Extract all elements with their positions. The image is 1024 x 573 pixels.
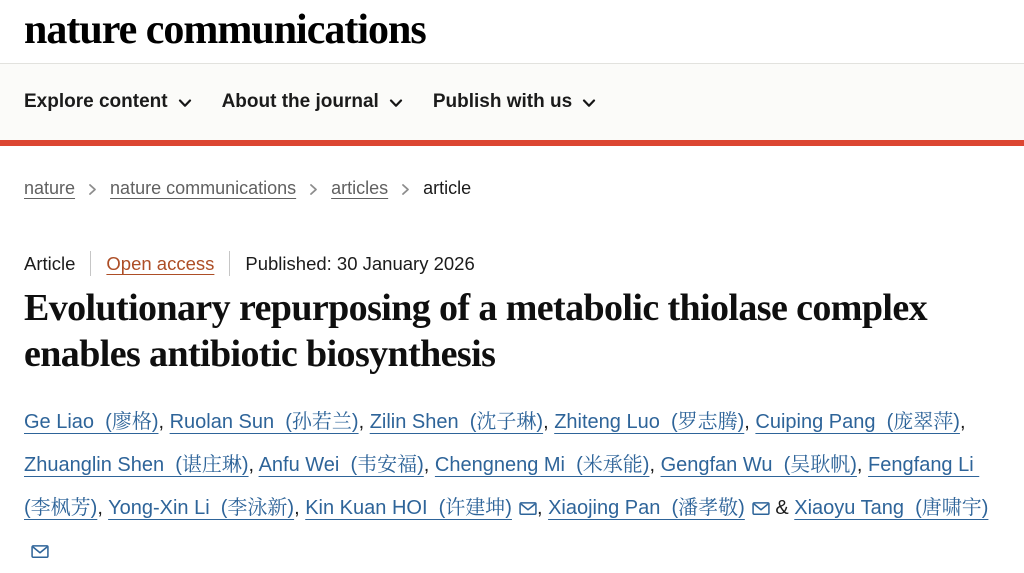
author-link-chengneng-mi[interactable]: Chengneng Mi (米承能) [434,453,650,476]
article-meta [24,251,1000,276]
author-separator: & [769,496,795,519]
breadcrumb-nature[interactable]: nature [24,178,76,198]
email-icon[interactable] [519,501,537,516]
author-separator: , [248,453,259,476]
meta-divider [229,251,230,276]
site-header [0,0,1024,63]
email-icon[interactable] [752,501,770,516]
chevron-right-icon [309,183,318,196]
author-link-anfu-wei[interactable]: Anfu Wei (韦安福) [258,453,424,476]
email-icon-holder[interactable] [745,497,770,519]
nav-item-about-the-journal[interactable] [222,91,403,113]
author-link-yong-xin-li[interactable]: Yong-Xin Li (李泳新) [108,496,295,519]
author-separator: , [294,496,306,519]
nav-item-label: About the journal [221,91,379,112]
author-link-fengfang-li[interactable]: Fengfang Li (李枫芳) [24,453,980,519]
author-link-xiaojing-pan[interactable]: Xiaojing Pan (潘孝敬) [548,496,745,519]
nav-item-publish-with-us[interactable] [433,91,596,113]
author-link-zhuanglin-shen[interactable]: Zhuanglin Shen (谌庄琳) [24,453,249,476]
breadcrumb-article: article [423,178,472,198]
author-link-kin-kuan-hoi[interactable]: Kin Kuan HOI (许建坤) [305,496,512,519]
main-nav [0,63,1024,140]
article-type-label: Article [24,252,76,274]
open-access-link[interactable]: Open access [106,252,215,274]
author-link-gengfan-wu[interactable]: Gengfan Wu (吴耿帆) [660,453,857,476]
chevron-down-icon [178,99,192,108]
chevron-down-icon [389,99,403,108]
author-separator: , [856,453,869,476]
author-separator: , [158,410,170,433]
author-link-cuiping-pang[interactable]: Cuiping Pang (庞翠萍) [755,410,960,433]
author-separator: , [744,410,756,433]
email-icon-holder[interactable] [24,540,49,562]
breadcrumb [24,176,1000,201]
journal-logo[interactable]: nature communications [24,7,426,53]
nav-item-label: Publish with us [432,91,573,112]
nav-item-label: Explore content [24,91,168,112]
author-link-zhiteng-luo[interactable]: Zhiteng Luo (罗志腾) [554,410,745,433]
author-separator: , [423,453,435,476]
chevron-down-icon [582,99,596,108]
author-separator: , [959,410,966,433]
author-link-ge-liao[interactable]: Ge Liao (廖格) [24,410,159,433]
author-separator: , [97,496,109,519]
author-link-xiaoyu-tang[interactable]: Xiaoyu Tang (唐啸宇) [794,496,989,519]
breadcrumb-articles[interactable]: articles [331,178,389,198]
author-link-ruolan-sun[interactable]: Ruolan Sun (孙若兰) [169,410,359,433]
breadcrumb-nature-communications[interactable]: nature communications [110,178,297,198]
author-separator: , [536,496,549,519]
author-list [24,401,1000,573]
nav-item-explore-content[interactable] [24,91,192,113]
author-separator: , [649,453,661,476]
author-separator: , [358,410,370,433]
published-date: Published: 30 January 2026 [245,252,475,274]
article-title: Evolutionary repurposing of a metabolic thiolase complex enables antibiotic biosynthesis [24,287,928,376]
chevron-right-icon [88,183,97,196]
meta-divider [90,251,91,276]
author-separator: , [543,410,555,433]
chevron-right-icon [401,183,410,196]
author-link-zilin-shen[interactable]: Zilin Shen (沈子琳) [369,410,544,433]
brand-rule [0,140,1024,146]
article-header-section [0,176,1024,573]
email-icon[interactable] [31,544,49,559]
email-icon-holder[interactable] [512,497,537,519]
